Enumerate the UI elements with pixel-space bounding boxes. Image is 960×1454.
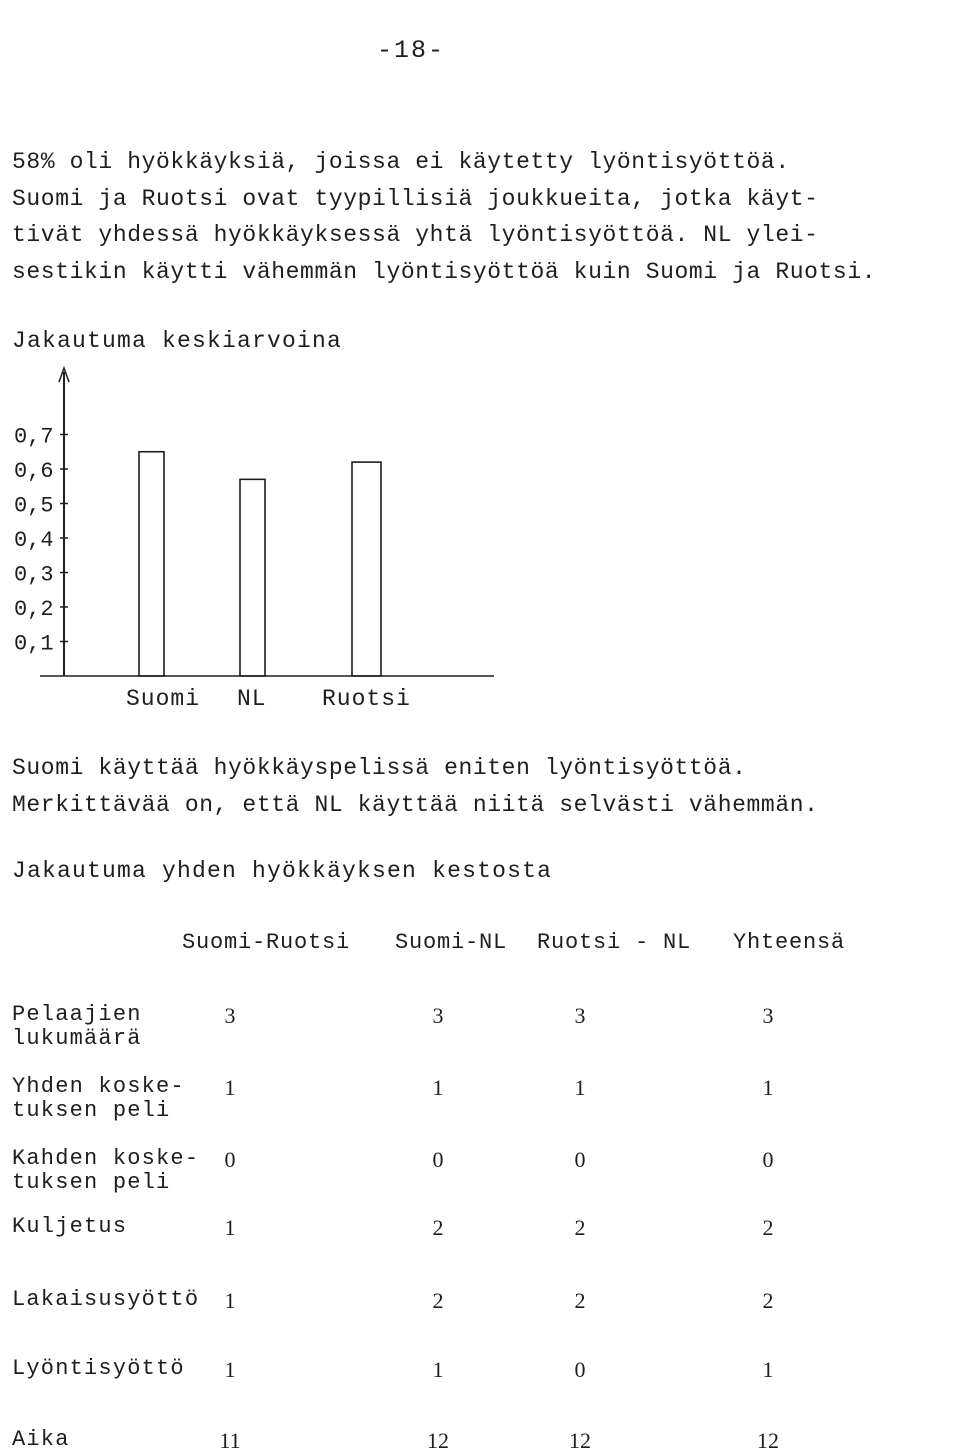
intro-line: Suomi ja Ruotsi ovat tyypillisiä joukkueita, jotka käyt- — [12, 185, 819, 212]
x-tick-label: Ruotsi — [322, 686, 411, 712]
table-cell: 2 — [574, 1288, 586, 1313]
table-cell: 2 — [574, 1215, 586, 1240]
table-cell: 0 — [574, 1357, 586, 1382]
page-number: -18- — [377, 36, 446, 65]
table-cell: 1 — [224, 1288, 236, 1313]
table-cell: 3 — [574, 1003, 586, 1028]
y-tick-label: 0,2 — [14, 597, 54, 622]
comment-line: Merkittävää on, että NL käyttää niitä selvästi vähemmän. — [12, 791, 819, 818]
y-tick-label: 0,4 — [14, 528, 54, 553]
table-cell: 12 — [757, 1428, 779, 1453]
intro-line: sestikin käytti vähemmän lyöntisyöttöä kuin Suomi ja Ruotsi. — [12, 258, 877, 285]
table-cell: 1 — [224, 1357, 236, 1382]
table-cell: 1 — [432, 1357, 444, 1382]
table-cell: 1 — [224, 1215, 236, 1240]
bar-suomi — [139, 452, 164, 676]
y-tick-label: 0,6 — [14, 459, 54, 484]
table-cell: 12 — [427, 1428, 449, 1453]
table-cell: 3 — [762, 1003, 774, 1028]
row-label: Aika — [12, 1427, 70, 1452]
row-label: Lyöntisyöttö — [12, 1356, 185, 1381]
comment-line: Suomi käyttää hyökkäyspelissä eniten lyöntisyöttöä. — [12, 755, 747, 781]
table-cell: 0 — [432, 1147, 444, 1172]
row-label: Kuljetus — [12, 1214, 128, 1239]
intro-line: 58% oli hyökkäyksiä, joissa ei käytetty lyöntisyöttöä. — [12, 149, 790, 175]
table-cell: 0 — [574, 1147, 586, 1172]
table-cell: 1 — [762, 1075, 774, 1100]
column-header: Suomi-NL — [395, 930, 508, 955]
bar-ruotsi — [352, 462, 381, 676]
table-cell: 11 — [219, 1428, 241, 1453]
comment-paragraph — [12, 750, 912, 823]
table-cell: 2 — [762, 1215, 774, 1240]
table-heading: Jakautuma yhden hyökkäyksen kestosta — [12, 858, 553, 884]
bar-chart — [0, 360, 520, 720]
table-cell: 0 — [762, 1147, 774, 1172]
intro-line: tivät yhdessä hyökkäyksessä yhtä lyöntisyöttöä. NL ylei- — [12, 222, 819, 248]
table-cell: 2 — [432, 1288, 444, 1313]
table-cell: 3 — [224, 1003, 236, 1028]
x-tick-label: Suomi — [126, 686, 201, 712]
intro-paragraph — [12, 144, 912, 290]
y-tick-label: 0,7 — [14, 424, 54, 450]
row-label: Yhden koske- tuksen peli — [12, 1074, 185, 1123]
x-tick-label: NL — [237, 686, 267, 712]
row-label: Kahden koske- tuksen peli — [12, 1146, 200, 1195]
row-label: Pelaajien lukumäärä — [12, 1002, 142, 1051]
chart-heading: Jakautuma keskiarvoina — [12, 328, 343, 354]
y-tick-label: 0,1 — [14, 631, 54, 657]
bar-nl — [240, 479, 265, 676]
y-tick-label: 0,3 — [14, 562, 54, 588]
table-cell: 1 — [224, 1075, 236, 1100]
row-label: Lakaisusyöttö — [12, 1287, 200, 1312]
column-header: Yhteensä — [733, 930, 846, 955]
y-tick-label: 0,5 — [14, 493, 54, 519]
table-cell: 1 — [432, 1075, 444, 1100]
table-cell: 0 — [224, 1147, 236, 1172]
table-cell: 2 — [432, 1215, 444, 1240]
table-cell: 12 — [569, 1428, 591, 1453]
table-cell: 2 — [762, 1288, 774, 1313]
table-cell: 1 — [574, 1075, 586, 1100]
column-header: Ruotsi - NL — [537, 930, 692, 955]
column-header: Suomi-Ruotsi — [182, 930, 351, 955]
table-cell: 3 — [432, 1003, 444, 1028]
table-cell: 1 — [762, 1357, 774, 1382]
